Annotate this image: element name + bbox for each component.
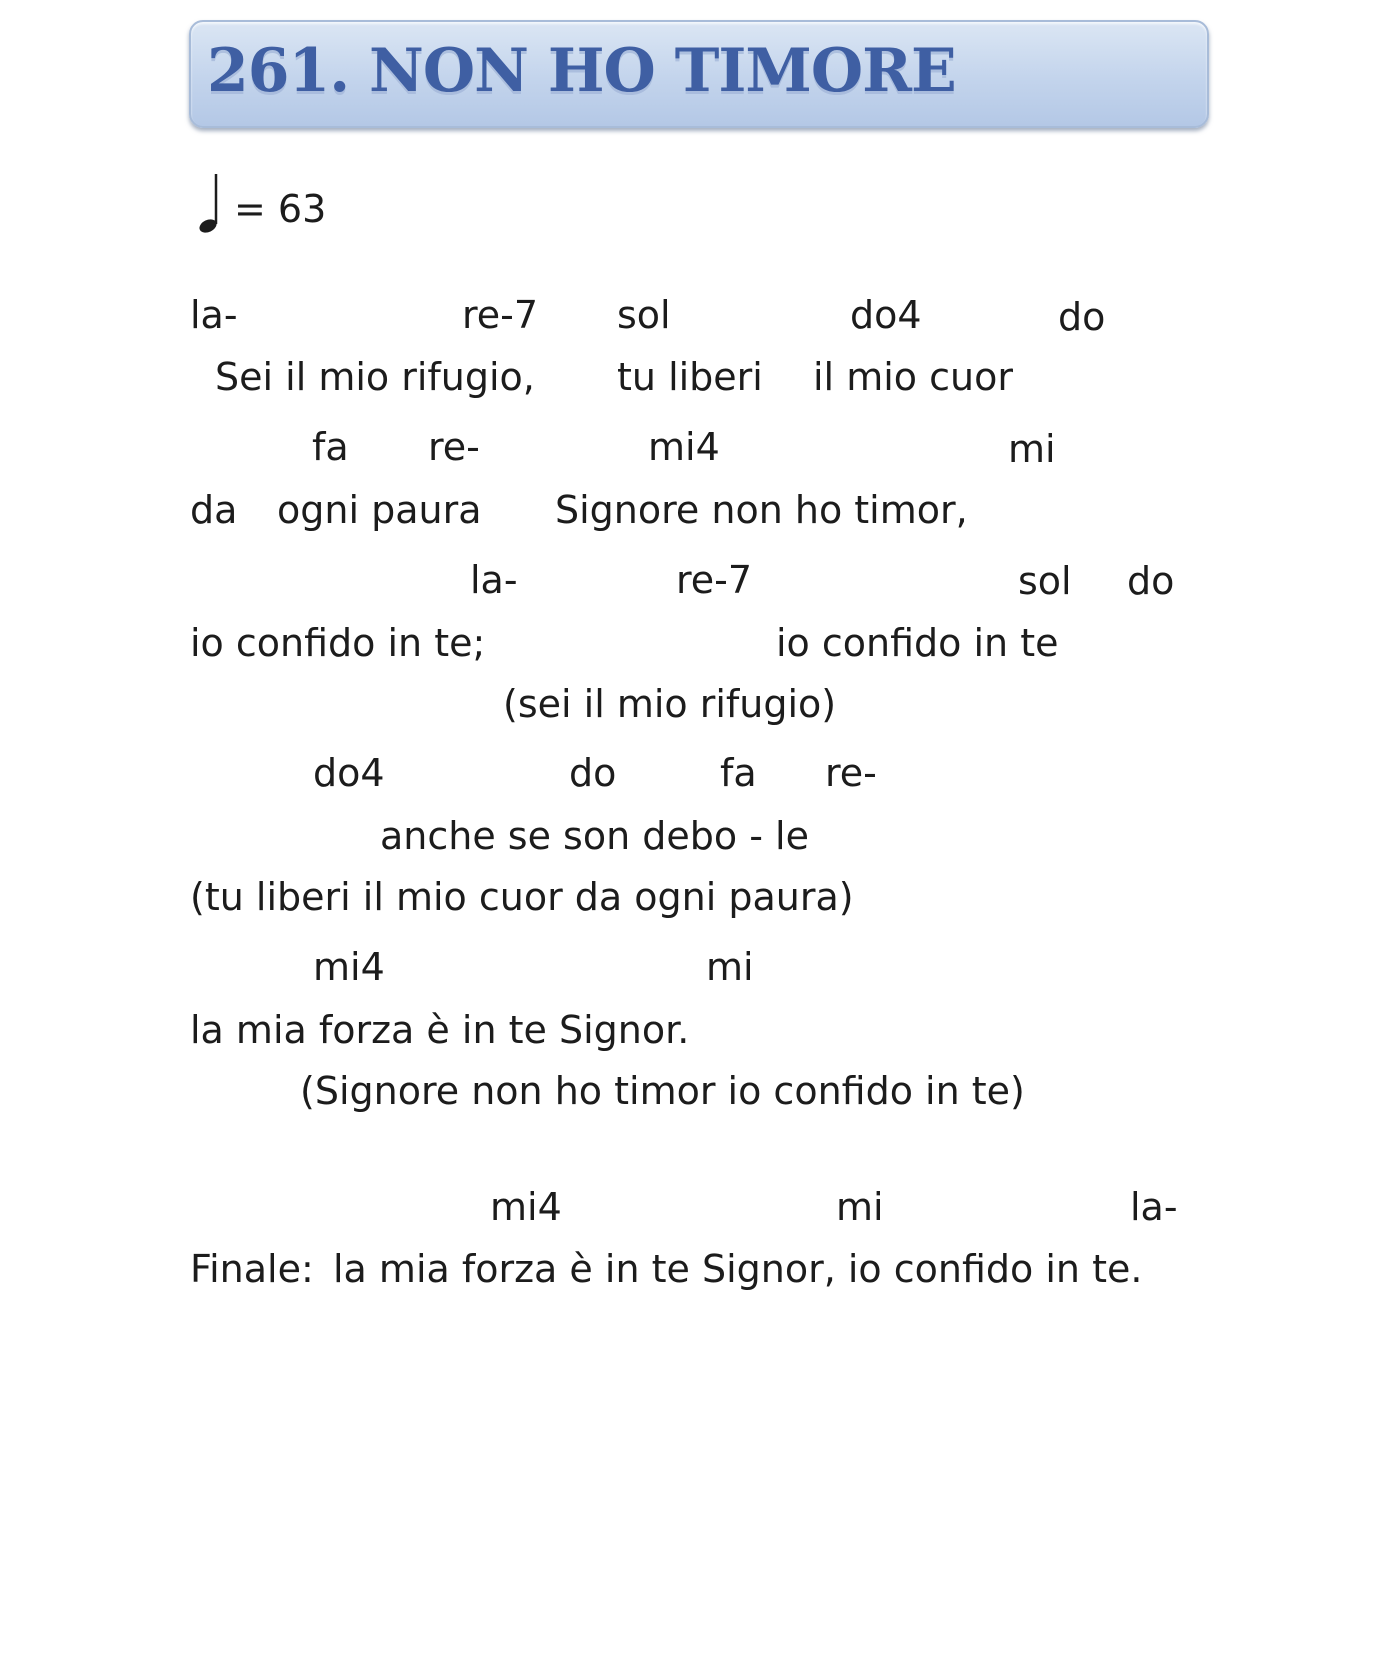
finale-label: Finale: bbox=[190, 1247, 314, 1291]
lyric-line: Sei il mio rifugio, bbox=[215, 355, 535, 399]
chord: do bbox=[1127, 559, 1175, 603]
chord: fa bbox=[720, 751, 757, 795]
chord: re-7 bbox=[676, 558, 753, 602]
chord: la- bbox=[470, 558, 518, 602]
lyric-line: Signore non ho timor, bbox=[555, 488, 968, 532]
lyric-line: io confido in te bbox=[776, 621, 1059, 665]
chord: do bbox=[1058, 295, 1106, 339]
title-banner bbox=[189, 20, 1209, 128]
chord: mi bbox=[836, 1185, 884, 1229]
chord: sol bbox=[617, 293, 671, 337]
lyric-line: ogni paura bbox=[277, 488, 482, 532]
lyric-line: da bbox=[190, 488, 238, 532]
lyric-line: anche se son debo - le bbox=[380, 814, 809, 858]
chord: mi4 bbox=[490, 1185, 562, 1229]
lyric-line: il mio cuor bbox=[813, 355, 1013, 399]
chord: fa bbox=[312, 425, 349, 469]
lyric-line: (tu liberi il mio cuor da ogni paura) bbox=[190, 875, 854, 919]
chord: la- bbox=[1130, 1185, 1178, 1229]
lyric-line: io confido in te; bbox=[190, 621, 486, 665]
chord: do bbox=[569, 751, 617, 795]
quarter-note-icon bbox=[197, 172, 221, 236]
chord: mi4 bbox=[313, 945, 385, 989]
tempo-value: = 63 bbox=[234, 187, 327, 231]
chord: re-7 bbox=[462, 293, 539, 337]
chord: mi4 bbox=[648, 425, 720, 469]
chord: do4 bbox=[313, 751, 385, 795]
lyric-line: tu liberi bbox=[617, 355, 763, 399]
chord: mi bbox=[1008, 427, 1056, 471]
lyric-line: la mia forza è in te Signor. bbox=[190, 1008, 690, 1052]
chord: sol bbox=[1018, 559, 1072, 603]
lyric-line: la mia forza è in te Signor, io confido in te. bbox=[333, 1247, 1143, 1291]
chord: re- bbox=[428, 425, 480, 469]
chord: do4 bbox=[850, 293, 922, 337]
chord: re- bbox=[825, 751, 877, 795]
song-title: 261. NON HO TIMORE bbox=[207, 36, 956, 106]
chord: la- bbox=[190, 293, 238, 337]
lyric-line: (sei il mio rifugio) bbox=[503, 682, 837, 726]
lyric-line: (Signore non ho timor io confido in te) bbox=[300, 1069, 1025, 1113]
chord: mi bbox=[706, 945, 754, 989]
